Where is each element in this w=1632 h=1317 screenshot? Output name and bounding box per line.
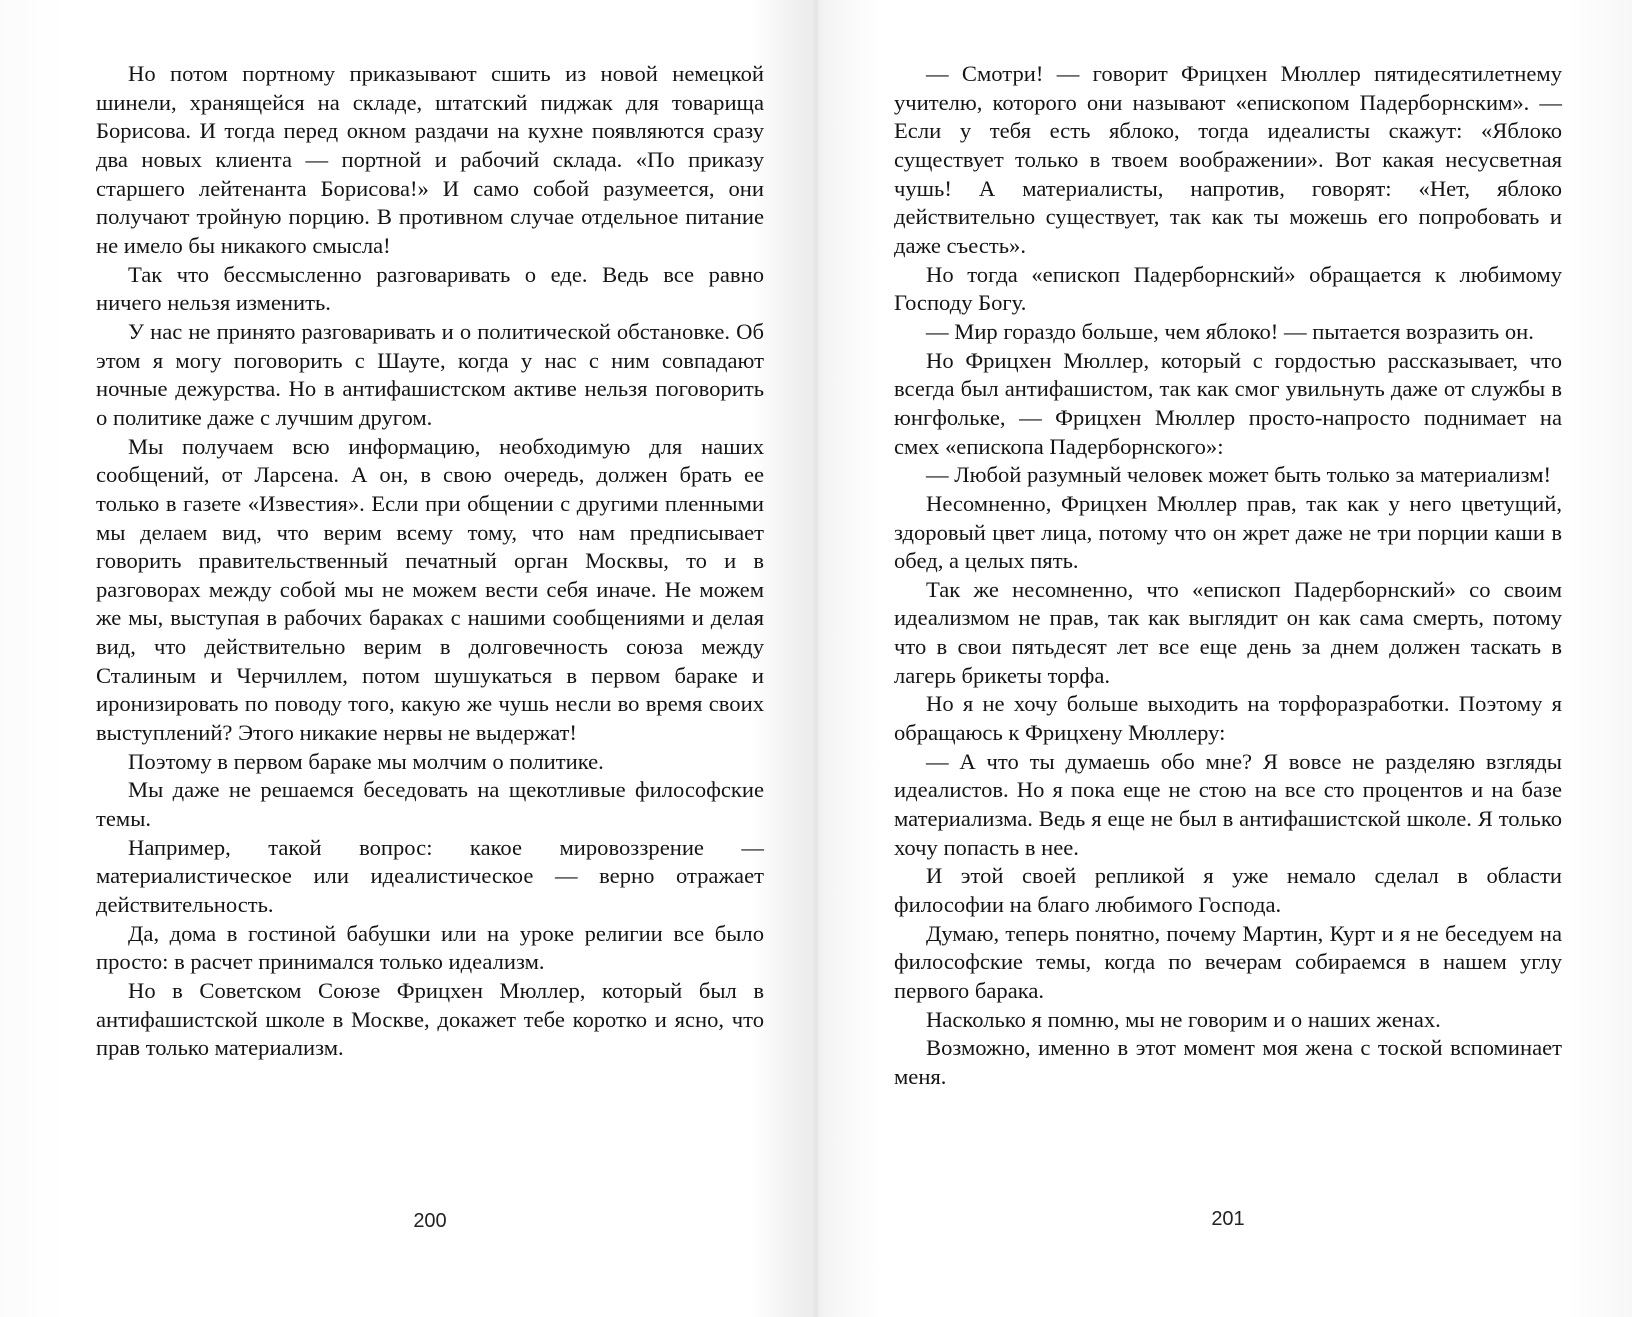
right-page [894, 60, 1562, 1260]
paragraph: Например, такой вопрос: какое мировоззрение — материалистическое или идеалистическое — верно отражает действительность. [96, 834, 764, 918]
paragraph: Но я не хочу больше выходить на торфоразработки. Поэтому я обращаюсь к Фрицхену Мюллеру: [894, 691, 1562, 746]
paragraph: Несомненно, Фрицхен Мюллер прав, так как у него цветущий, здоровый цвет лица, потому что он жрет даже не три порции каши в обед, а целых пять. [894, 490, 1562, 574]
paragraph: Поэтому в первом бараке мы молчим о политике. [128, 748, 604, 774]
paragraph: — Любой разумный человек может быть только за материализм! [926, 462, 1552, 488]
page-number-left: 200 [413, 1210, 447, 1232]
book-gutter [812, 0, 820, 1317]
paragraph: И этой своей репликой я уже немало сделал в области философии на благо любимого Господа. [894, 863, 1562, 918]
paragraph: Да, дома в гостиной бабушки или на уроке религии все было просто: в расчет принимался только идеализм. [96, 920, 764, 975]
right-page-text [894, 60, 1562, 1092]
left-page [96, 60, 764, 1260]
paragraph: — А что ты думаешь обо мне? Я вовсе не разделяю взгляды идеалистов. Но я пока еще не стою на все сто процентов и на базе материализма. Ведь я еще не был в антифашистской школе. Я только хочу попасть в нее. [894, 748, 1562, 860]
paragraph: Так что бессмысленно разговаривать о еде. Ведь все равно ничего нельзя изменить. [96, 261, 764, 316]
paragraph: Насколько я помню, мы не говорим и о наших женах. [926, 1006, 1441, 1032]
paragraph: Возможно, именно в этот момент моя жена с тоской вспоминает меня. [894, 1035, 1562, 1089]
paragraph: Мы даже не решаемся беседовать на щекотливые философские темы. [96, 777, 764, 832]
paragraph: Но потом портному приказывают сшить из новой немецкой шинели, хранящейся на складе, штатский пиджак для товарища Борисова. И тогда перед окном раздачи на кухне появляются сразу два новых клиента — портной и рабочий склада. «По приказу старшего лейтенанта Борисова!» И само собой разумеется, они получают тройную порцию. В противном случае отдельное питание не имело бы никакого смысла! [96, 61, 764, 258]
paragraph: — Смотри! — говорит Фрицхен Мюллер пятидесятилетнему учителю, которого они называют «епископом Падерборнским». — Если у тебя есть яблоко, тогда идеалисты скажут: «Яблоко существует только в твоем воображении». Вот какая несусветная чушь! А материалисты, напротив, говорят: «Нет, яблоко действительно существует, так как ты можешь его попробовать и даже съесть». [894, 61, 1562, 258]
paragraph: Но тогда «епископ Падерборнский» обращается к любимому Господу Богу. [894, 261, 1562, 316]
paragraph: Но в Советском Союзе Фрицхен Мюллер, который был в антифашистской школе в Москве, докажет тебе коротко и ясно, что прав только материализм. [96, 978, 764, 1061]
paragraph: Но Фрицхен Мюллер, который с гордостью рассказывает, что всегда был антифашистом, так как смог увильнуть даже от службы в юнгфольке, — Фрицхен Мюллер просто-напросто поднимает на смех «епископа Падерборнского»: [894, 347, 1562, 459]
paragraph: Думаю, теперь понятно, почему Мартин, Курт и я не беседуем на философские темы, когда по вечерам собираемся в нашем углу первого барака. [894, 920, 1562, 1003]
paragraph: Мы получаем всю информацию, необходимую для наших сообщений, от Ларсена. А он, в свою очередь, должен брать ее только в газете «Известия». Если при общении с другими пленными мы делаем вид, что верим всему тому, что нам предписывает говорить правительственный печатный орган Москвы, то и в разговорах между собой мы не можем вести себя иначе. Не можем же мы, выступая в рабочих бараках с нашими сообщениями и делая вид, что действительно верим в долговечность союза между Сталиным и Черчиллем, потом шушукаться в первом бараке и иронизировать по поводу того, какую же чушь несли во время своих выступлений? Этого никакие нервы не выдержат! [96, 433, 764, 746]
page-number-right: 201 [1211, 1208, 1245, 1230]
paragraph: Так же несомненно, что «епископ Падерборнский» со своим идеализмом не прав, так как выглядит он как сама смерть, потому что в свои пятьдесят лет все еще день за днем должен таскать в лагерь брикеты торфа. [894, 576, 1562, 688]
left-page-text [96, 60, 764, 1063]
paragraph: У нас не принято разговаривать и о политической обстановке. Об этом я могу поговорить с Шауте, когда у нас с ним совпадают ночные дежурства. Но в антифашистском активе нельзя поговорить о политике даже с лучшим другом. [96, 318, 764, 430]
paragraph: — Мир гораздо больше, чем яблоко! — пытается возразить он. [926, 318, 1534, 344]
